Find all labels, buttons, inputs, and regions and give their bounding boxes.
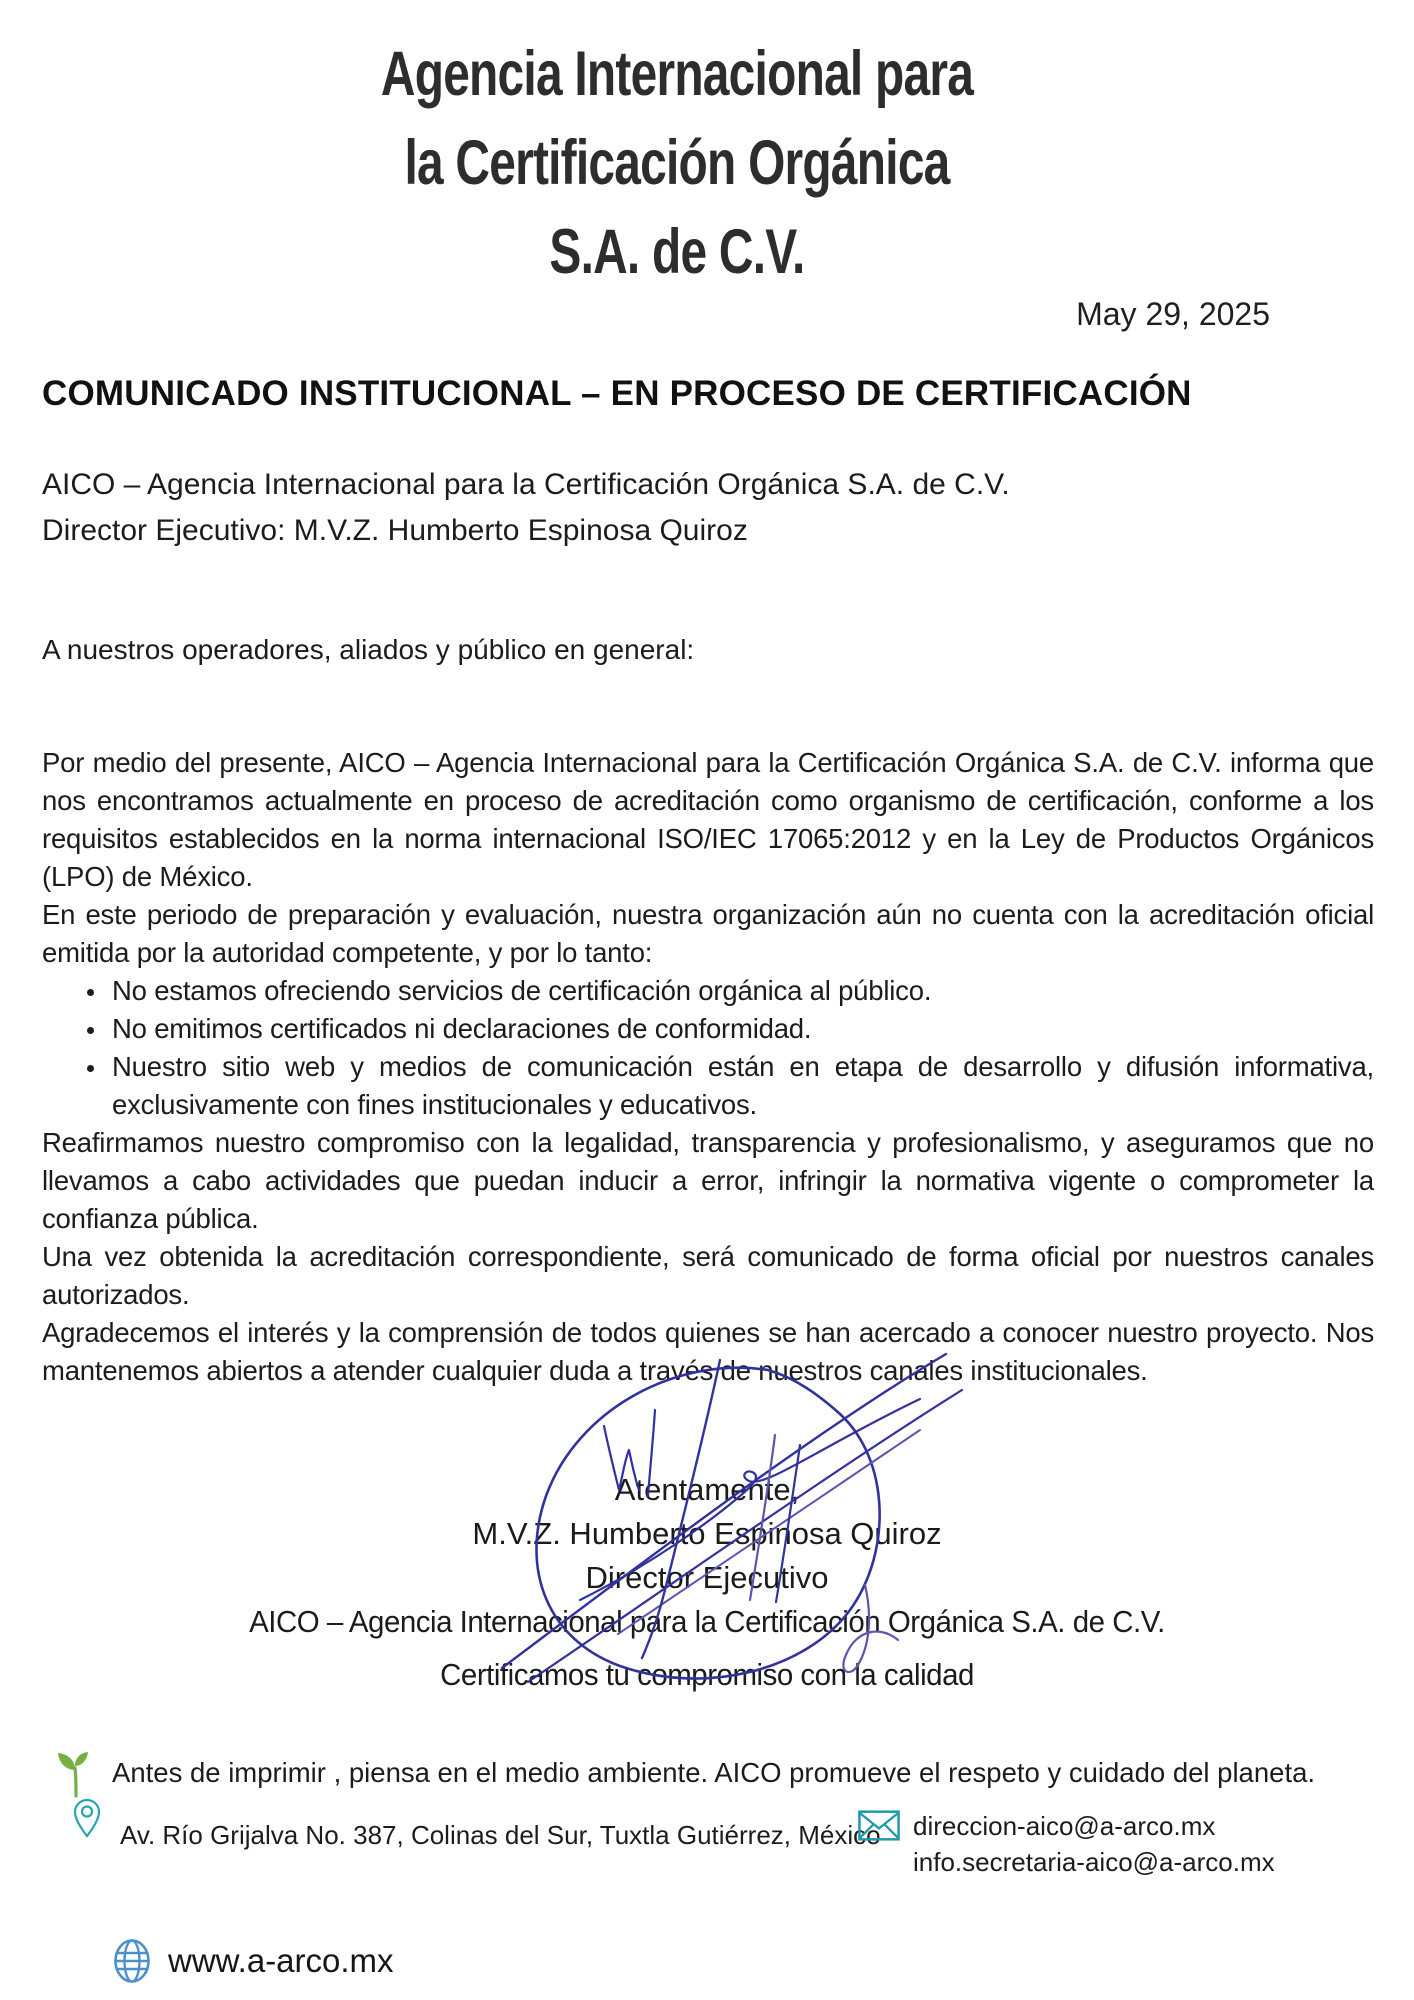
email-address-2: info.secretaria-aico@a-arco.mx bbox=[913, 1847, 1275, 1877]
letter-date: May 29, 2025 bbox=[1076, 296, 1270, 332]
signature-role: Director Ejecutivo bbox=[585, 1560, 829, 1595]
organization-title bbox=[140, 30, 1215, 297]
paragraph-4: Una vez obtenida la acreditación correspondiente, será comunicado de forma oficial por nuestros canales autorizados. bbox=[42, 1241, 1374, 1310]
greeting-line: A nuestros operadores, aliados y público en general: bbox=[42, 634, 695, 665]
intro-block bbox=[42, 462, 1010, 554]
paragraph-3: Reafirmamos nuestro compromiso con la legalidad, transparencia y profesionalismo, y aseguramos que no llevamos a cabo actividades que puedan inducir a error, infringir la normativa vigente o comprometer la confianza pública. bbox=[42, 1127, 1374, 1234]
email-block bbox=[913, 1808, 1275, 1880]
bullet-item: • Nuestro sitio web y medios de comunicación están en etapa de desarrollo y difusión informativa, exclusivamente con fines institucionales y educativos. bbox=[108, 1048, 1374, 1124]
website-text: www.a-arco.mx bbox=[168, 1942, 394, 1979]
signature-name: M.V.Z. Humberto Espinosa Quiroz bbox=[472, 1516, 942, 1551]
letter-body bbox=[42, 744, 1374, 1390]
website-row bbox=[112, 1938, 394, 1984]
eco-note-row bbox=[54, 1748, 1315, 1798]
bullet-item: • No emitimos certificados ni declaraciones de conformidad. bbox=[108, 1010, 1374, 1048]
envelope-icon bbox=[858, 1810, 900, 1841]
signature-slogan: Certificamos tu compromiso con la calidad bbox=[440, 1657, 974, 1692]
title-line-1: Agencia Internacional para bbox=[380, 39, 974, 109]
bullet-item: • No estamos ofreciendo servicios de certificación orgánica al público. bbox=[108, 972, 1374, 1010]
location-pin-icon bbox=[72, 1798, 102, 1842]
signature-company: AICO – Agencia Internacional para la Certificación Orgánica S.A. de C.V. bbox=[249, 1604, 1165, 1639]
sprout-icon bbox=[54, 1748, 98, 1798]
paragraph-5: Agradecemos el interés y la comprensión de todos quienes se han acercado a conocer nuestro proyecto. Nos mantenemos abiertos a atender cualquier duda a través de nuestros canales institucionales. bbox=[42, 1317, 1374, 1386]
intro-director-line: Director Ejecutivo: M.V.Z. Humberto Espinosa Quiroz bbox=[42, 514, 748, 547]
globe-icon bbox=[112, 1938, 152, 1984]
paragraph-2: En este periodo de preparación y evaluación, nuestra organización aún no cuenta con la acreditación oficial emitida por la autoridad competente, y por lo tanto: bbox=[42, 899, 1374, 968]
signature-closing: Atentamente, bbox=[614, 1472, 800, 1507]
address-text: Av. Río Grijalva No. 387, Colinas del Sur, Tuxtla Gutiérrez, México bbox=[120, 1820, 881, 1850]
intro-company-line: AICO – Agencia Internacional para la Certificación Orgánica S.A. de C.V. bbox=[42, 468, 1010, 501]
bullet-list bbox=[42, 972, 1374, 1124]
email-address-1: direccion-aico@a-arco.mx bbox=[913, 1811, 1216, 1841]
paragraph-1: Por medio del presente, AICO – Agencia Internacional para la Certificación Orgánica S.A. de C.V. informa que nos encontramos actualmente en proceso de acreditación como organismo de certificación, conforme a los requisitos establecidos en la norma internacional ISO/IEC 17065:2012 y en la Ley de Productos Orgánicos (LPO) de México. bbox=[42, 747, 1374, 892]
signature-block bbox=[0, 1468, 1414, 1697]
title-line-2: la Certificación Orgánica bbox=[404, 128, 950, 198]
title-line-3: S.A. de C.V. bbox=[549, 217, 805, 287]
eco-note-text: Antes de imprimir , piensa en el medio ambiente. AICO promueve el respeto y cuidado del planeta. bbox=[112, 1757, 1316, 1788]
letter-heading: COMUNICADO INSTITUCIONAL – EN PROCESO DE CERTIFICACIÓN bbox=[42, 374, 1192, 413]
